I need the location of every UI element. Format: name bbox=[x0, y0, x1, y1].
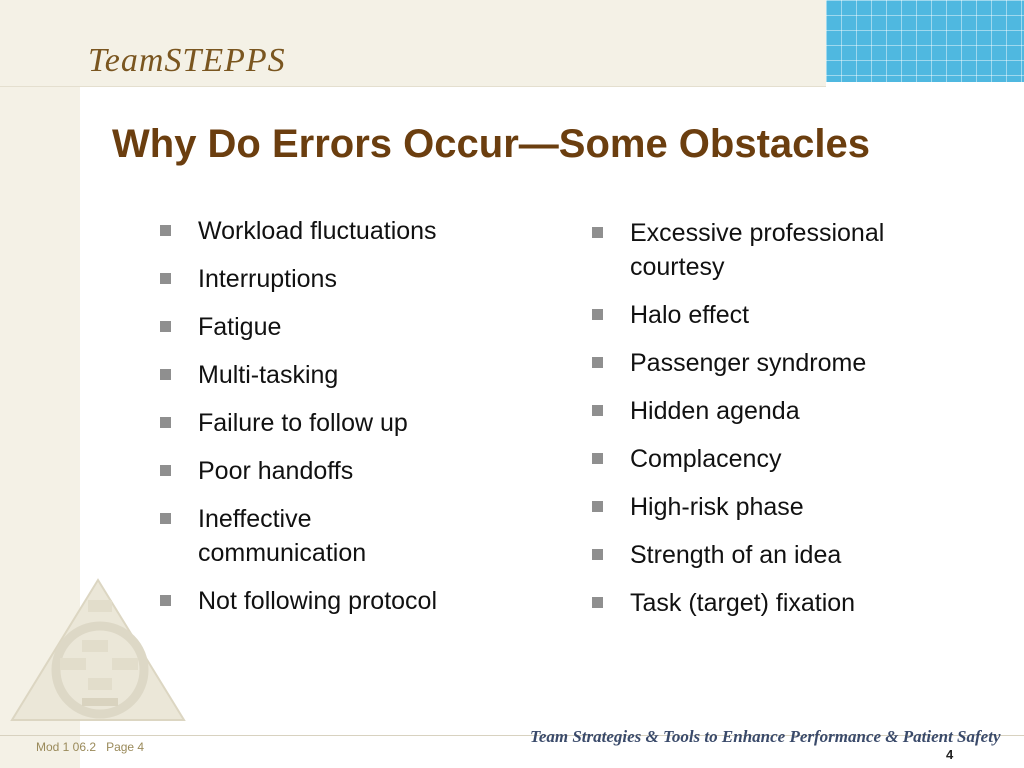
square-bullet-icon bbox=[160, 225, 171, 236]
square-bullet-icon bbox=[592, 501, 603, 512]
bullet-text: Fatigue bbox=[198, 313, 282, 341]
list-item bbox=[158, 584, 498, 618]
list-item bbox=[158, 214, 498, 248]
list-item bbox=[158, 262, 498, 296]
bullet-text: Multi-tasking bbox=[198, 361, 339, 389]
bullet-text: Poor handoffs bbox=[198, 457, 354, 485]
square-bullet-icon bbox=[592, 453, 603, 464]
teamstepps-logo: TeamSTEPPS bbox=[88, 42, 286, 79]
list-item bbox=[590, 298, 950, 332]
page-number: 4 bbox=[946, 747, 954, 762]
teamstepps-triangle-emblem-icon bbox=[8, 578, 188, 726]
right-bullet-list bbox=[590, 216, 950, 634]
list-item bbox=[158, 358, 498, 392]
bullet-text: Excessive professional courtesy bbox=[630, 219, 885, 281]
footer-tagline: Team Strategies & Tools to Enhance Performance & Patient Safety bbox=[530, 727, 1001, 746]
square-bullet-icon bbox=[160, 273, 171, 284]
square-bullet-icon bbox=[160, 417, 171, 428]
bullet-text: High-risk phase bbox=[630, 493, 804, 521]
list-item bbox=[590, 538, 950, 572]
list-item bbox=[590, 490, 950, 524]
square-bullet-icon bbox=[592, 357, 603, 368]
list-item bbox=[158, 502, 428, 570]
page-label: Page 4 bbox=[106, 740, 145, 754]
footer-module-info bbox=[36, 740, 144, 754]
list-item bbox=[158, 454, 498, 488]
square-bullet-icon bbox=[160, 321, 171, 332]
square-bullet-icon bbox=[160, 465, 171, 476]
slide-title: Why Do Errors Occur—Some Obstacles bbox=[112, 122, 871, 166]
bullet-text: Passenger syndrome bbox=[630, 349, 867, 377]
square-bullet-icon bbox=[160, 513, 171, 524]
square-bullet-icon bbox=[592, 549, 603, 560]
square-bullet-icon bbox=[160, 369, 171, 380]
square-bullet-icon bbox=[592, 597, 603, 608]
list-item bbox=[158, 310, 498, 344]
square-bullet-icon bbox=[592, 309, 603, 320]
header-divider bbox=[0, 86, 826, 87]
bullet-text: Not following protocol bbox=[198, 587, 438, 615]
bullet-text: Failure to follow up bbox=[198, 409, 408, 437]
left-bullet-list bbox=[158, 214, 498, 632]
list-item bbox=[590, 394, 950, 428]
bullet-text: Halo effect bbox=[630, 301, 750, 329]
list-item bbox=[590, 346, 950, 380]
list-item bbox=[158, 406, 498, 440]
bullet-text: Task (target) fixation bbox=[630, 589, 856, 617]
bullet-text: Ineffective communication bbox=[198, 505, 367, 567]
blue-grid-block bbox=[826, 0, 1024, 82]
module-label: Mod 1 06.2 bbox=[36, 740, 97, 754]
bullet-text: Interruptions bbox=[198, 265, 337, 293]
square-bullet-icon bbox=[592, 227, 603, 238]
bullet-text: Strength of an idea bbox=[630, 541, 842, 569]
bullet-text: Complacency bbox=[630, 445, 782, 473]
bullet-text: Hidden agenda bbox=[630, 397, 800, 425]
list-item bbox=[590, 586, 950, 620]
square-bullet-icon bbox=[592, 405, 603, 416]
list-item bbox=[590, 442, 950, 476]
list-item bbox=[590, 216, 930, 284]
bullet-text: Workload fluctuations bbox=[198, 217, 437, 245]
